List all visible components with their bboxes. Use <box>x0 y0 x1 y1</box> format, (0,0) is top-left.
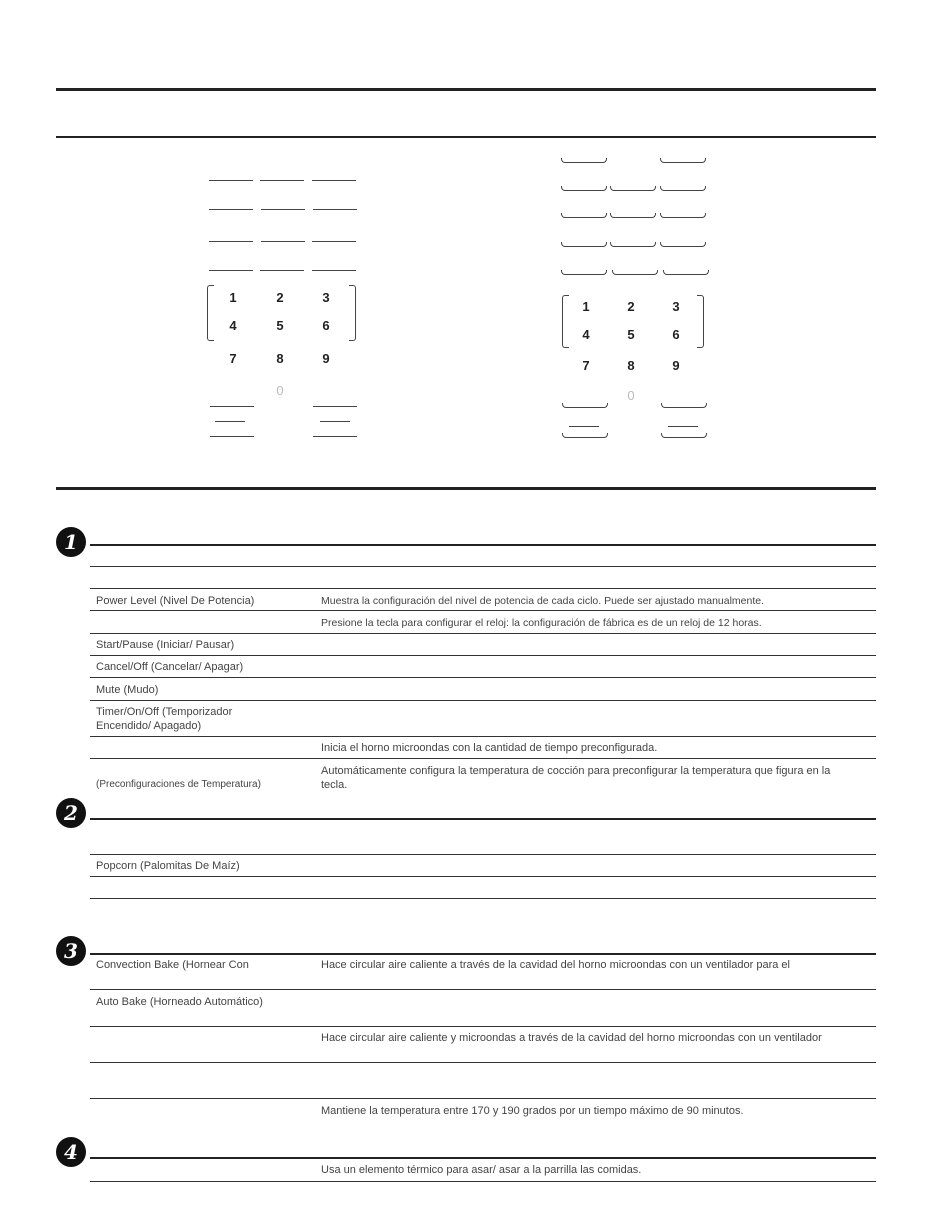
row-divider <box>90 633 876 634</box>
row-desc-warm: Mantiene la temperatura entre 170 y 190 grados por un tiempo máximo de 90 minutos. <box>321 1105 744 1117</box>
digit-key-2[interactable]: 2 <box>627 299 635 314</box>
section-3-rule <box>90 953 876 955</box>
row-desc-express: Inicia el horno microondas con la cantidad de tiempo preconfigurada. <box>321 742 658 754</box>
key-label-line <box>209 241 253 242</box>
section-2-rule <box>90 818 876 820</box>
digit-key-1[interactable]: 1 <box>582 299 590 314</box>
digit-key-5[interactable]: 5 <box>276 318 284 333</box>
key-label-line <box>209 180 253 181</box>
row-divider <box>90 989 876 990</box>
row-divider <box>90 610 876 611</box>
row-label-convection-bake: Convection Bake (Hornear Con <box>96 959 249 971</box>
row-divider <box>90 898 876 899</box>
row-desc-clock: Presione la tecla para configurar el reloj: la configuración de fábrica es de un reloj de 12 horas. <box>321 617 762 629</box>
row-divider <box>90 588 876 589</box>
digit-key-4[interactable]: 4 <box>582 327 590 342</box>
keypad-bracket-left <box>207 285 214 341</box>
row-divider <box>90 1062 876 1063</box>
section-4-rule <box>90 1157 876 1159</box>
row-desc-broil: Usa un elemento térmico para asar/ asar a la parrilla las comidas. <box>321 1164 642 1176</box>
row-divider <box>90 1026 876 1027</box>
row-divider <box>90 700 876 701</box>
row-divider <box>90 876 876 877</box>
row-divider <box>90 1098 876 1099</box>
key-label-line <box>210 436 254 437</box>
blank-key[interactable] <box>561 186 607 191</box>
digit-key-1[interactable]: 1 <box>229 290 237 305</box>
digit-key-3[interactable]: 3 <box>672 299 680 314</box>
row-divider <box>90 677 876 678</box>
blank-key[interactable] <box>610 242 656 247</box>
blank-key[interactable] <box>661 433 707 438</box>
top-rule <box>56 88 876 91</box>
blank-key[interactable] <box>660 186 706 191</box>
header-rule <box>56 136 876 138</box>
blank-key[interactable] <box>610 186 656 191</box>
row-label-power-level: Power Level (Nivel De Potencia) <box>96 595 255 607</box>
row-desc-temp-presets: Automáticamente configura la temperatura de cocción para preconfigurar la temperatura que figura en la tecla. <box>321 765 831 791</box>
digit-key-5[interactable]: 5 <box>627 327 635 342</box>
row-divider <box>90 1181 876 1182</box>
key-label-line <box>313 406 357 407</box>
row-divider <box>90 854 876 855</box>
digit-key-9[interactable]: 9 <box>322 351 330 366</box>
key-label-line <box>261 209 305 210</box>
digit-key-6[interactable]: 6 <box>322 318 330 333</box>
section-1-rule <box>90 544 876 546</box>
key-label-line <box>668 426 698 427</box>
blank-key[interactable] <box>660 158 706 163</box>
key-label-line <box>209 209 253 210</box>
row-divider <box>90 566 876 567</box>
digit-key-0[interactable]: 0 <box>276 383 284 398</box>
key-label-line <box>312 270 356 271</box>
blank-key[interactable] <box>561 213 607 218</box>
row-divider <box>90 655 876 656</box>
row-label-popcorn: Popcorn (Palomitas De Maíz) <box>96 860 240 872</box>
key-label-line <box>313 209 357 210</box>
blank-key[interactable] <box>660 213 706 218</box>
digit-key-7[interactable]: 7 <box>582 358 590 373</box>
row-label-auto-bake: Auto Bake (Horneado Automático) <box>96 996 263 1008</box>
blank-key[interactable] <box>610 213 656 218</box>
row-divider <box>90 758 876 759</box>
keypad-bracket-right <box>697 295 704 348</box>
section-badge-3: 3 <box>56 936 86 966</box>
blank-key[interactable] <box>562 403 608 408</box>
digit-key-6[interactable]: 6 <box>672 327 680 342</box>
key-label-line <box>260 180 304 181</box>
key-label-line <box>312 241 356 242</box>
digit-key-2[interactable]: 2 <box>276 290 284 305</box>
digit-key-8[interactable]: 8 <box>276 351 284 366</box>
digit-key-4[interactable]: 4 <box>229 318 237 333</box>
key-label-line <box>320 421 350 422</box>
digit-key-9[interactable]: 9 <box>672 358 680 373</box>
key-label-line <box>312 180 356 181</box>
row-label-temp-presets: (Preconfiguraciones de Temperatura) <box>96 779 261 790</box>
digit-key-3[interactable]: 3 <box>322 290 330 305</box>
row-divider <box>90 736 876 737</box>
key-label-line <box>313 436 357 437</box>
blank-key[interactable] <box>561 242 607 247</box>
digit-key-8[interactable]: 8 <box>627 358 635 373</box>
keypad-bracket-right <box>349 285 356 341</box>
key-label-line <box>215 421 245 422</box>
digit-key-7[interactable]: 7 <box>229 351 237 366</box>
key-label-line <box>209 270 253 271</box>
key-label-line <box>260 270 304 271</box>
row-desc-convection-bake: Hace circular aire caliente a través de la cavidad del horno microondas con un ventilador para el <box>321 959 790 971</box>
row-desc-combination: Hace circular aire caliente y microondas a través de la cavidad del horno microondas con un ventilador <box>321 1032 822 1044</box>
keypad-bracket-left <box>562 295 569 348</box>
section-rule <box>56 487 876 490</box>
key-label-line <box>261 241 305 242</box>
blank-key[interactable] <box>562 433 608 438</box>
section-badge-4: 4 <box>56 1137 86 1167</box>
blank-key[interactable] <box>612 270 658 275</box>
row-label-mute: Mute (Mudo) <box>96 684 159 696</box>
section-badge-1: 1 <box>56 527 86 557</box>
blank-key[interactable] <box>561 158 607 163</box>
blank-key[interactable] <box>661 403 707 408</box>
key-label-line <box>210 406 254 407</box>
blank-key[interactable] <box>561 270 607 275</box>
blank-key[interactable] <box>660 242 706 247</box>
row-label-timer: Timer/On/Off (Temporizador Encendido/ Apagado) <box>96 706 233 732</box>
row-desc-power-level: Muestra la configuración del nivel de potencia de cada ciclo. Puede ser ajustado manualmente. <box>321 595 765 607</box>
section-badge-2: 2 <box>56 798 86 828</box>
key-label-line <box>569 426 599 427</box>
blank-key[interactable] <box>663 270 709 275</box>
row-label-start-pause: Start/Pause (Iniciar/ Pausar) <box>96 639 235 651</box>
row-label-cancel-off: Cancel/Off (Cancelar/ Apagar) <box>96 661 244 673</box>
digit-key-0[interactable]: 0 <box>627 388 635 403</box>
